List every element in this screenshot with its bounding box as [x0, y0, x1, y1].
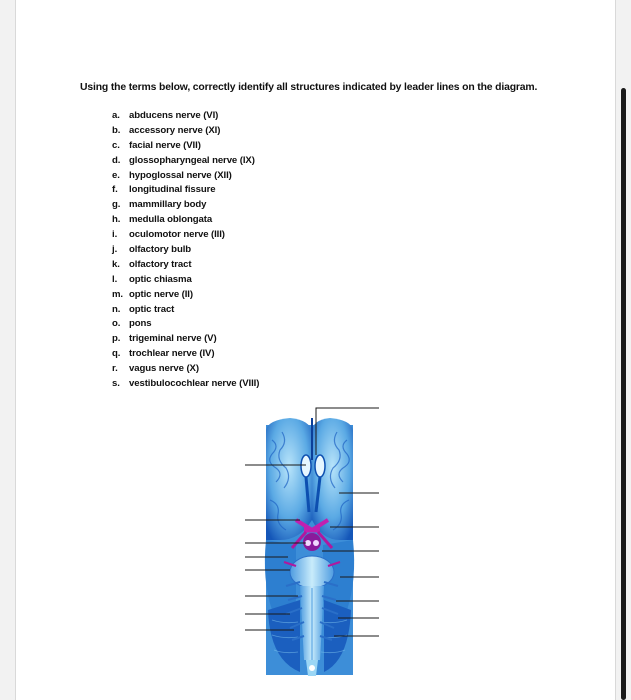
term-name: vagus nerve (X) [129, 363, 199, 375]
term-letter: j. [112, 244, 118, 256]
term-name: pons [129, 318, 152, 330]
term-letter: c. [112, 139, 120, 151]
term-name: accessory nerve (XI) [129, 124, 221, 136]
term-letter: o. [112, 318, 121, 330]
term-letter: f. [112, 184, 118, 196]
brain-illustration [265, 418, 354, 676]
term-letter: d. [112, 154, 121, 166]
term-name: olfactory tract [129, 258, 192, 270]
term-name: optic tract [129, 303, 175, 315]
term-letter: m. [112, 288, 123, 300]
term-letter: h. [112, 214, 121, 226]
term-letter: b. [112, 124, 121, 136]
term-letter: r. [112, 363, 118, 375]
term-name: optic chiasma [129, 273, 192, 285]
term-name: olfactory bulb [129, 244, 192, 256]
term-letter: e. [112, 169, 120, 181]
term-name: medulla oblongata [129, 214, 213, 226]
term-letter: p. [112, 333, 121, 345]
term-name: facial nerve (VII) [129, 139, 201, 151]
term-letter: l. [112, 273, 118, 285]
term-letter: a. [112, 110, 120, 121]
term-name: glossopharyngeal nerve (IX) [129, 154, 255, 166]
term-name: vestibulocochlear nerve (VIII) [129, 378, 260, 390]
term-letter: k. [112, 258, 120, 270]
term-letter: s. [112, 378, 120, 390]
term-letter: q. [112, 348, 121, 360]
term-letter: n. [112, 303, 121, 315]
term-letter: i. [112, 229, 118, 241]
term-name: trigeminal nerve (V) [129, 333, 217, 345]
term-name: abducens nerve (VI) [129, 110, 219, 121]
term-name: oculomotor nerve (III) [129, 229, 225, 241]
term-name: mammillary body [129, 199, 207, 211]
instructions-text: Using the terms below, correctly identify all structures indicated by leader lines on the diagram. [80, 82, 538, 93]
term-name: hypoglossal nerve (XII) [129, 169, 232, 181]
term-name: trochlear nerve (IV) [129, 348, 215, 360]
term-letter: g. [112, 199, 121, 211]
term-name: longitudinal fissure [129, 184, 216, 196]
term-name: optic nerve (II) [129, 288, 193, 300]
